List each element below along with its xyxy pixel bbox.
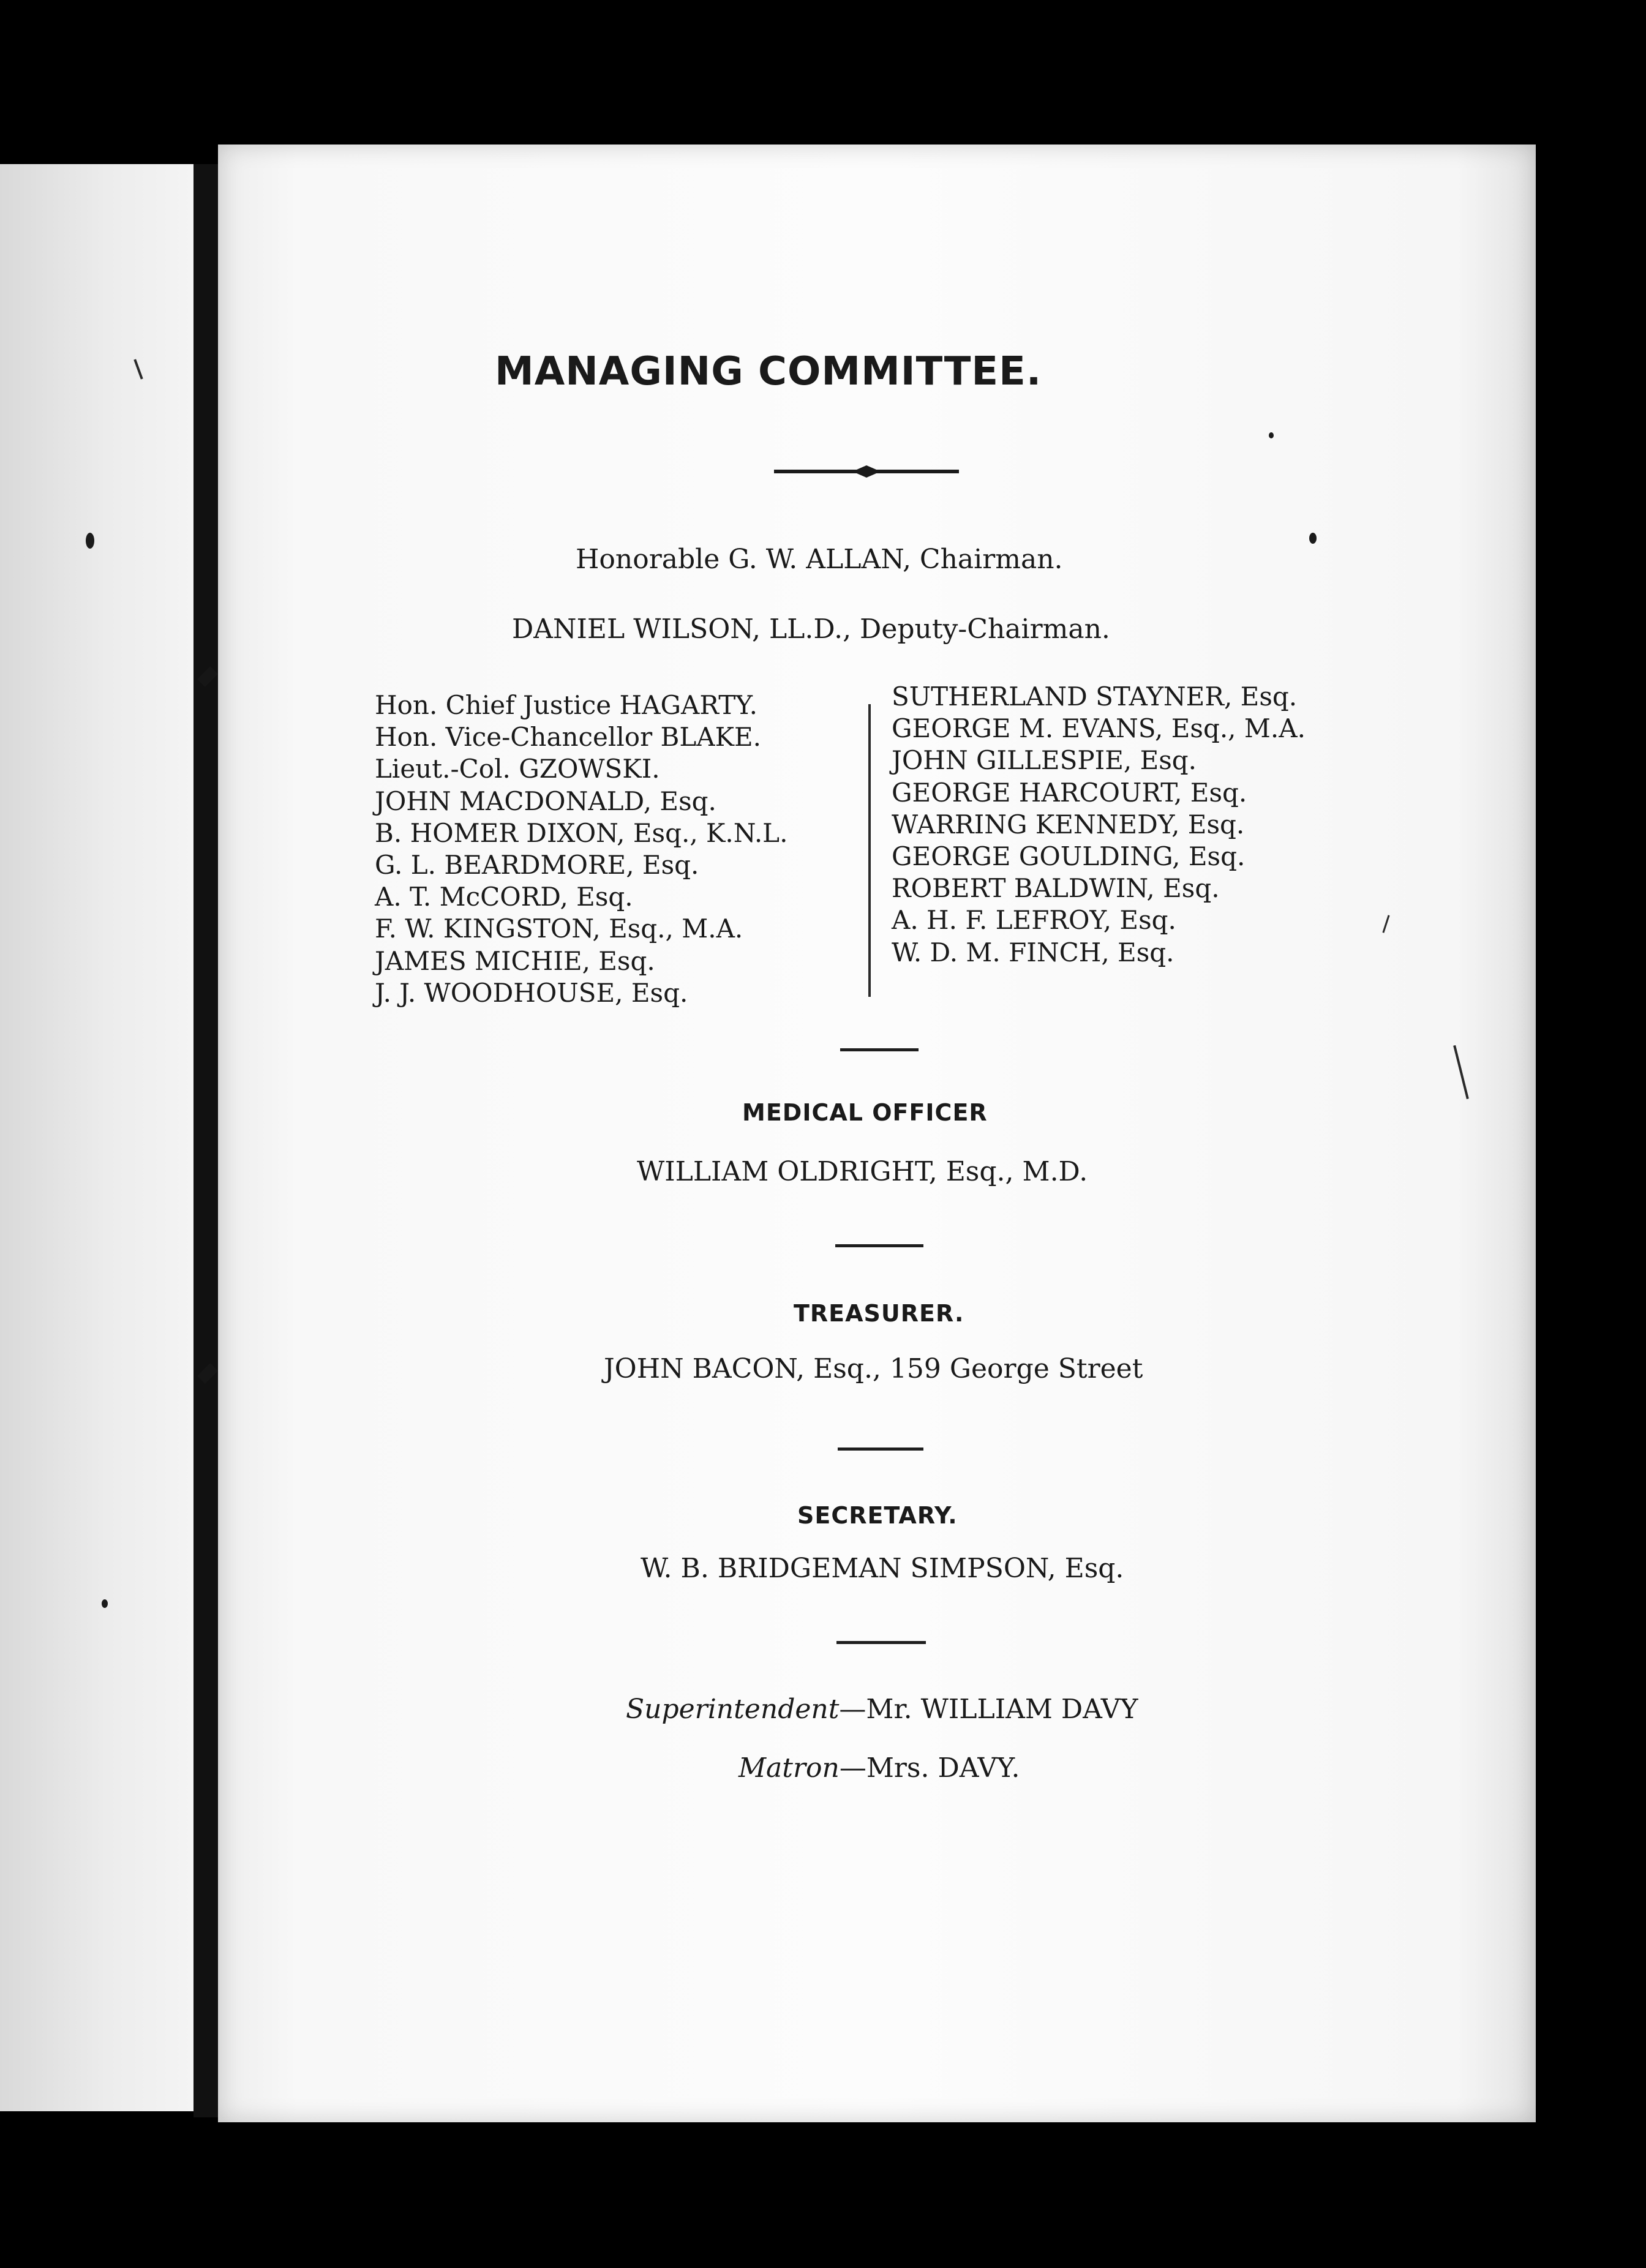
committee-member: F. W. KINGSTON, Esq., M.A. [375, 914, 743, 944]
committee-member: GEORGE GOULDING, Esq. [892, 841, 1246, 871]
chairman-line: Honorable G. W. ALLAN, Chairman. [576, 544, 1063, 575]
committee-member: WARRING KENNEDY, Esq. [892, 809, 1245, 839]
committee-member: A. H. F. LEFROY, Esq. [892, 905, 1176, 936]
section-rule [840, 1048, 919, 1051]
column-divider [868, 704, 871, 997]
committee-member: GEORGE M. EVANS, Esq., M.A. [892, 713, 1306, 744]
committee-member: ROBERT BALDWIN, Esq. [892, 873, 1220, 904]
committee-member: A. T. McCORD, Esq. [375, 882, 633, 912]
committee-member: G. L. BEARDMORE, Esq. [375, 849, 699, 880]
matron-name: —Mrs. DAVY. [839, 1752, 1020, 1784]
committee-member: J. J. WOODHOUSE, Esq. [375, 977, 688, 1008]
section-rule [835, 1244, 923, 1247]
committee-member: B. HOMER DIXON, Esq., K.N.L. [375, 817, 788, 848]
treasurer-name: JOHN BACON, Esq., 159 George Street [604, 1353, 1143, 1384]
left-page-edge [0, 164, 194, 2111]
dust-speck [86, 533, 94, 549]
committee-member: SUTHERLAND STAYNER, Esq. [892, 682, 1298, 712]
matron-label: Matron [738, 1752, 840, 1784]
secretary-name: W. B. BRIDGEMAN SIMPSON, Esq. [641, 1553, 1124, 1584]
book-spine [194, 164, 220, 2117]
document-page [218, 145, 1536, 2122]
committee-member: JAMES MICHIE, Esq. [375, 945, 655, 976]
medical-officer-heading: MEDICAL OFFICER [742, 1099, 988, 1126]
dust-speck [1269, 432, 1274, 438]
superintendent-label: Superintendent [626, 1694, 840, 1725]
members-left-column [375, 689, 787, 1009]
deputy-chairman-line: DANIEL WILSON, LL.D., Deputy-Chairman. [512, 614, 1110, 645]
committee-member: JOHN MACDONALD, Esq. [375, 786, 716, 816]
medical-officer-name: WILLIAM OLDRIGHT, Esq., M.D. [637, 1156, 1088, 1187]
page-title: MANAGING COMMITTEE. [495, 349, 1042, 394]
dust-speck [1309, 533, 1317, 544]
section-rule [836, 1641, 926, 1644]
committee-member: W. D. M. FINCH, Esq. [892, 937, 1174, 967]
committee-member: Hon. Chief Justice HAGARTY. [375, 690, 757, 720]
committee-member: Hon. Vice-Chancellor BLAKE. [375, 722, 761, 753]
superintendent-name: —Mr. WILLIAM DAVY [839, 1694, 1138, 1725]
treasurer-heading: TREASURER. [794, 1300, 964, 1327]
title-ornament [774, 465, 959, 478]
dust-speck [102, 1599, 108, 1608]
secretary-heading: SECRETARY. [797, 1502, 958, 1529]
section-rule [838, 1448, 923, 1451]
matron-line [738, 1752, 1020, 1784]
committee-member: JOHN GILLESPIE, Esq. [892, 745, 1197, 776]
members-right-column [892, 681, 1306, 969]
committee-member: Lieut.-Col. GZOWSKI. [375, 754, 660, 784]
superintendent-line [626, 1696, 1138, 1723]
committee-member: GEORGE HARCOURT, Esq. [892, 777, 1247, 808]
